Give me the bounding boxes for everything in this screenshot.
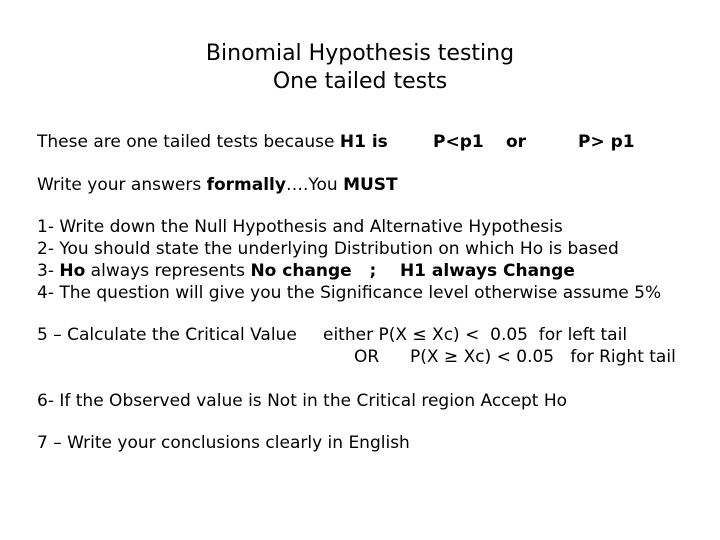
step-3-mid: always represents [85,261,251,281]
or-text: or [506,132,527,152]
p-greater-text: P> p1 [578,132,635,152]
step-3-sep: ; [351,261,400,281]
p-less-text: P<p1 [433,132,484,152]
step-3-nochange: No change [250,261,352,281]
intro-p-greater [578,131,635,153]
intro-h1-is: H1 is [339,132,388,152]
formal-line [37,174,398,196]
intro-text: These are one tailed tests because [37,132,340,152]
step-3-prefix: 3- [37,261,60,281]
step-4: 4- The question will give you the Significance level otherwise assume 5% [37,283,662,303]
intro-p-less [433,131,484,153]
formal-dots: ….You [285,175,344,195]
step-5-label: 5 – Calculate the Critical Value [37,325,297,345]
step-5-right: P(X ≥ Xc) < 0.05 for Right tail [410,347,676,367]
step-2: 2- You should state the underlying Distribution on which Ho is based [37,239,619,259]
step-6: 6- If the Observed value is Not in the Critical region Accept Ho [37,391,568,411]
formal-prefix: Write your answers [37,175,207,195]
step-5-or: OR [354,347,380,367]
step-7: 7 – Write your conclusions clearly in English [37,433,410,453]
intro-line [37,131,388,153]
step-3 [37,260,575,282]
title-line-1: Binomial Hypothesis testing [205,41,515,66]
step-3-ho: Ho [59,261,86,281]
title-line-2: One tailed tests [272,69,448,94]
step-3-h1: H1 always Change [399,261,575,281]
step-1: 1- Write down the Null Hypothesis and Alternative Hypothesis [37,217,563,237]
intro-or [506,131,526,153]
formal-formally: formally [206,175,286,195]
step-5-either: either P(X ≤ Xc) < 0.05 for left tail [323,325,628,345]
formal-must: MUST [343,175,398,195]
